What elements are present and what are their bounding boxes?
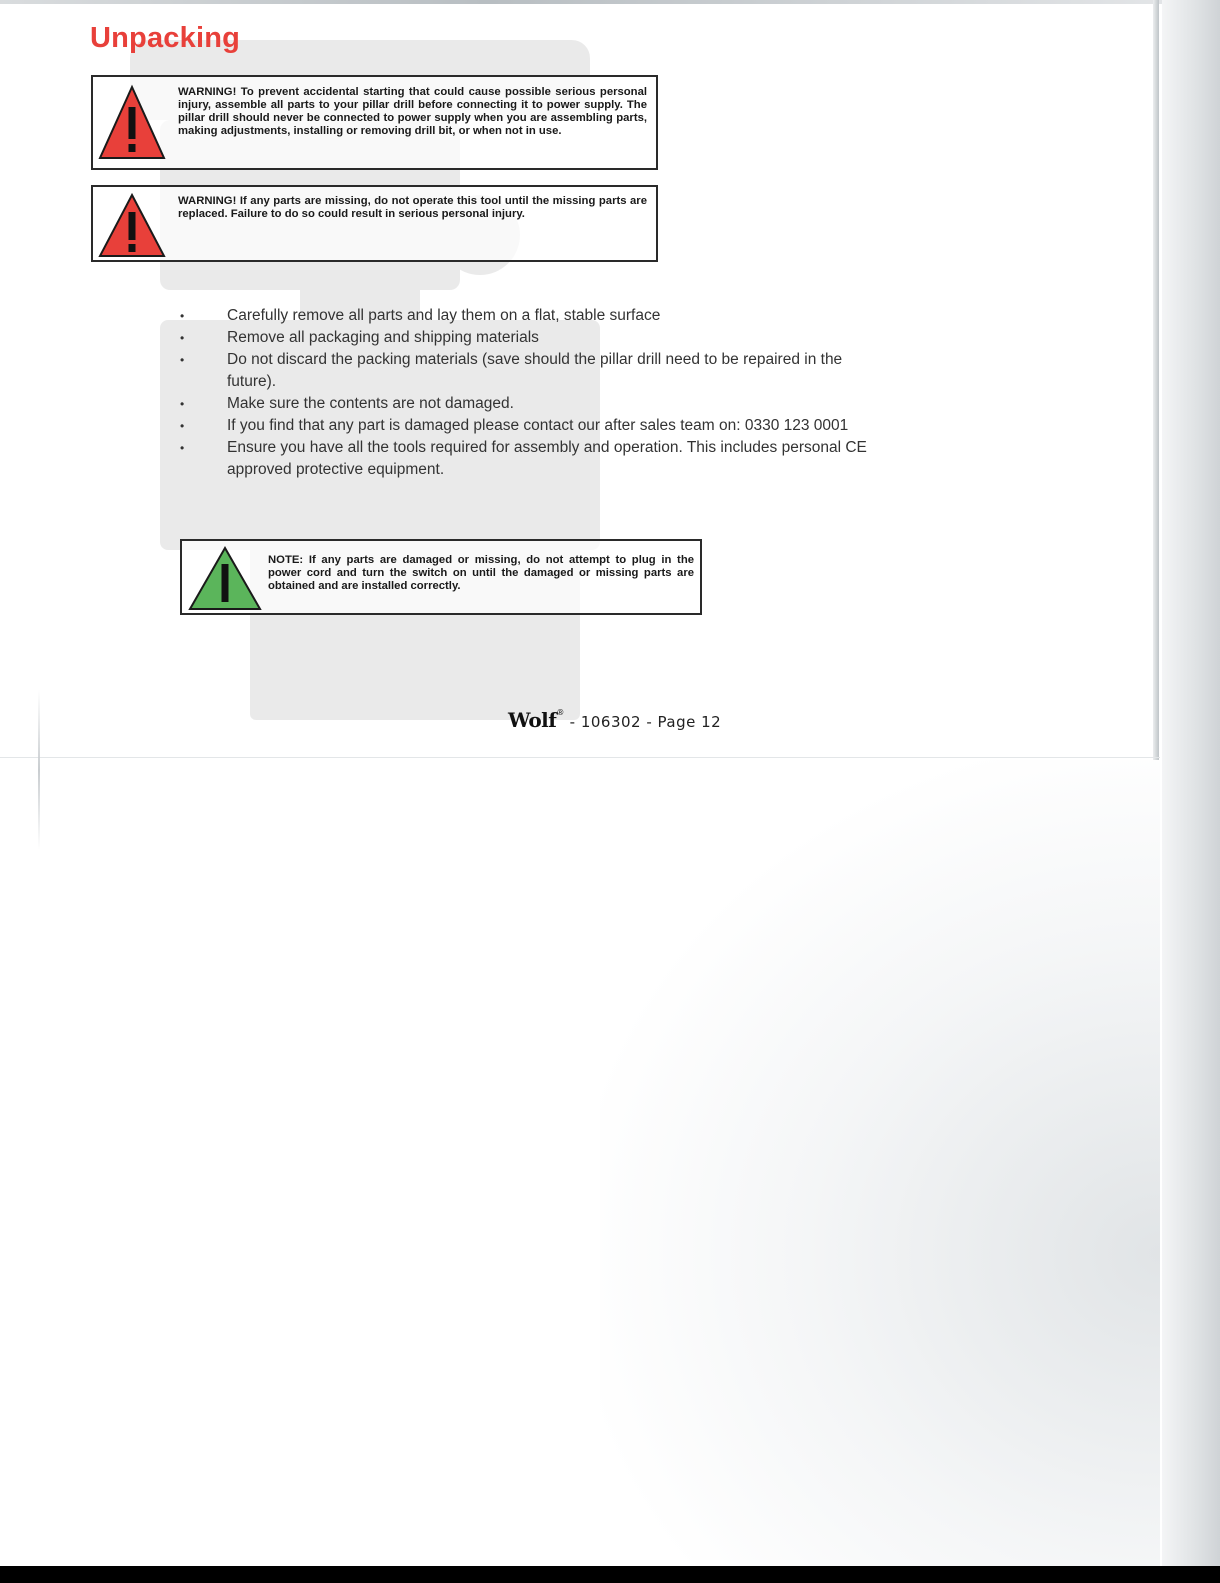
note-triangle-icon xyxy=(187,544,263,612)
list-item: • Do not discard the packing materials (save should the pillar drill need to be repaired in the future). xyxy=(180,351,843,390)
warning-text: WARNING! To prevent accidental starting that could cause possible serious personal injury, assemble all parts to your pillar drill before connecting it to power supply. The pillar drill should never be connected to power supply when you are assembling parts, making adjustments, installing or removing drill bit, or when not in use. xyxy=(178,86,647,137)
list-item: • Carefully remove all parts and lay them on a flat, stable surface xyxy=(180,307,661,324)
registered-mark: ® xyxy=(556,708,565,717)
scan-shadow xyxy=(600,760,1160,1583)
list-item: • Ensure you have all the tools required for assembly and operation. This includes personal CE approved protective equipment. xyxy=(180,439,867,478)
page-number: - 106302 - Page 12 xyxy=(564,713,722,731)
warning-box-assembly xyxy=(91,75,658,170)
list-item: • Make sure the contents are not damaged. xyxy=(180,395,514,412)
unpacking-checklist xyxy=(170,305,870,481)
page-footer xyxy=(508,708,721,732)
warning-text: WARNING! If any parts are missing, do not operate this tool until the missing parts are replaced. Failure to do so could result in serious personal injury. xyxy=(178,195,647,220)
scan-bottom-border xyxy=(0,1566,1220,1583)
list-item: • If you find that any part is damaged please contact our after sales team on: 0330 123 0001 xyxy=(180,417,849,434)
warning-triangle-icon xyxy=(97,191,167,259)
scan-right-margin xyxy=(1162,0,1220,1583)
list-item: • Remove all packaging and shipping materials xyxy=(180,329,539,346)
note-box xyxy=(180,539,702,615)
page-title: Unpacking xyxy=(90,22,241,54)
note-text: NOTE: If any parts are damaged or missing, do not attempt to plug in the power cord and turn the switch on until the damaged or missing parts are obtained and are installed correctly. xyxy=(268,554,694,592)
wolf-logo: Wolf xyxy=(508,708,557,732)
warning-box-missing-parts xyxy=(91,185,658,262)
warning-triangle-icon xyxy=(97,83,167,161)
manual-page xyxy=(0,0,1160,760)
